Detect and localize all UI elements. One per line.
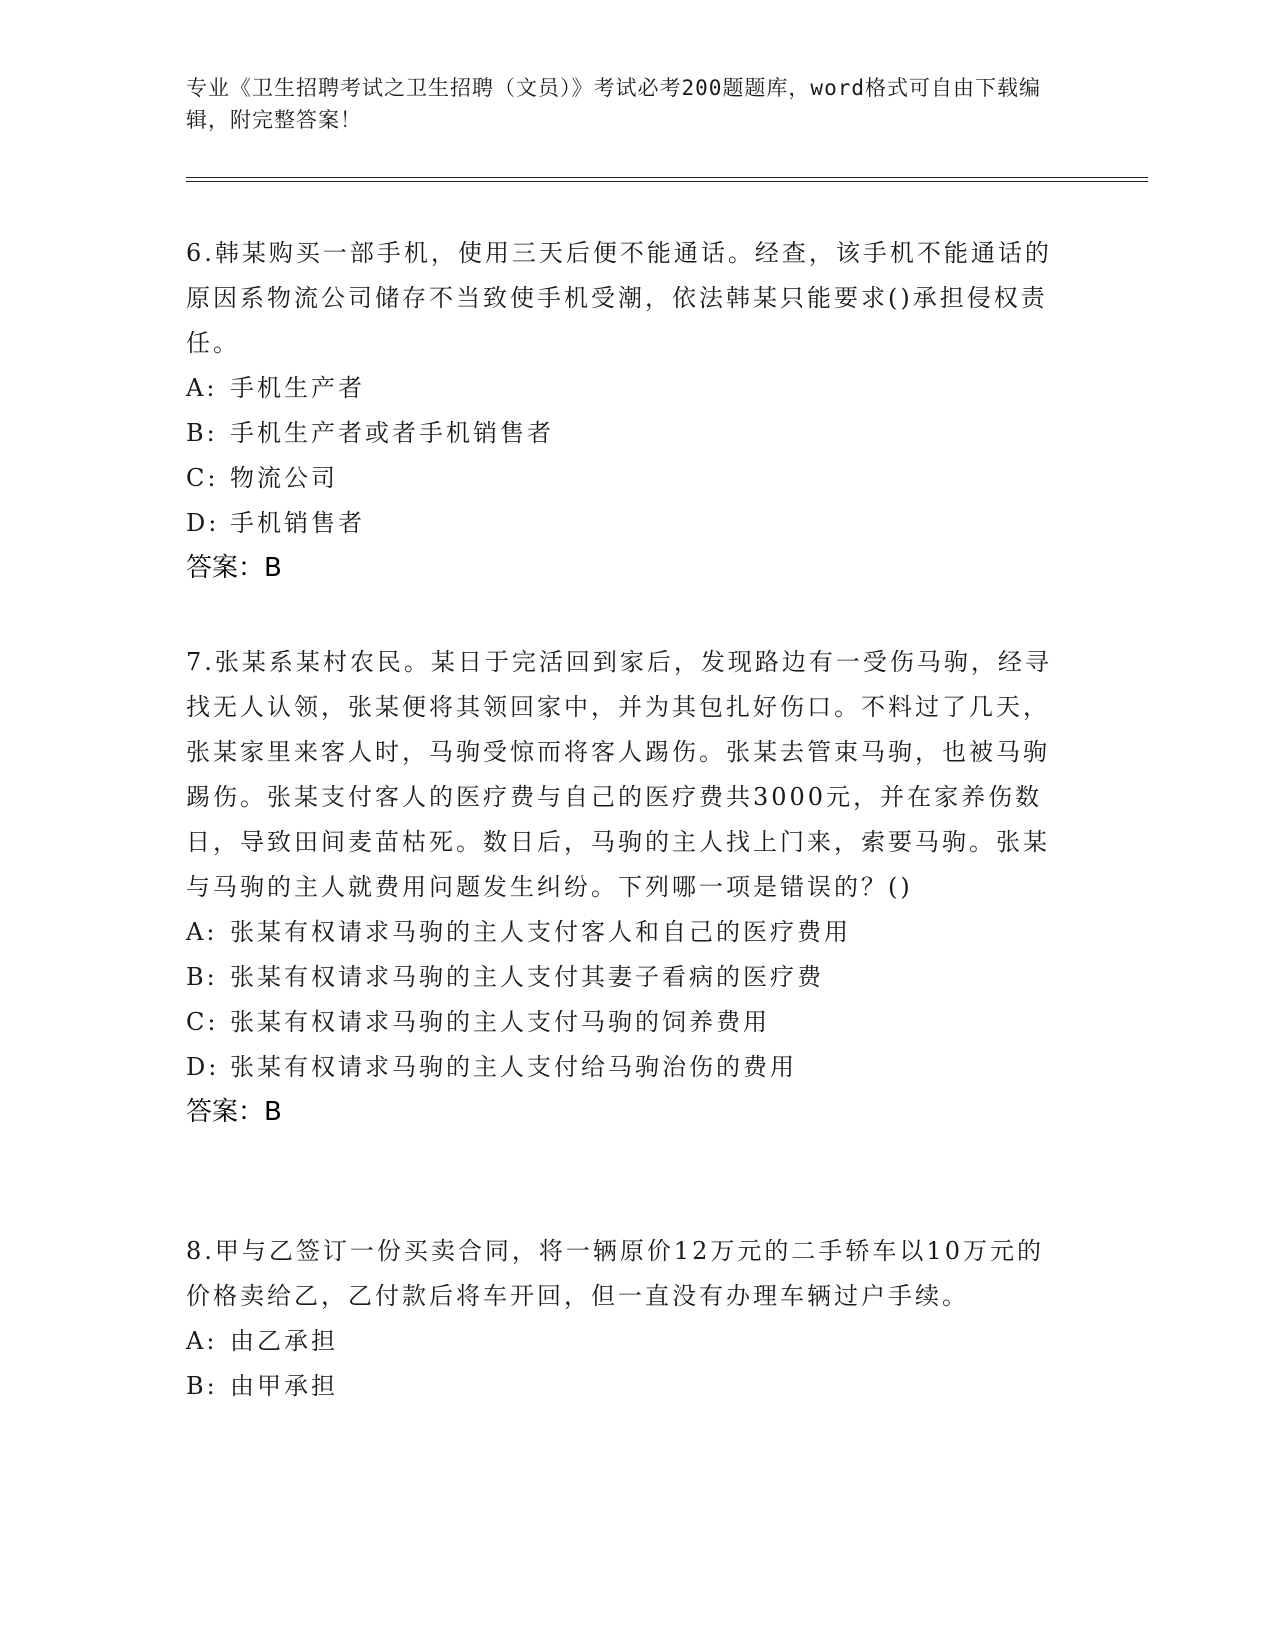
option-text: 张某有权请求马驹的主人支付给马驹治伤的费用: [230, 1053, 797, 1081]
option-key: B:: [186, 1372, 218, 1400]
question-8: [186, 1229, 1066, 1409]
option-text: 手机生产者: [230, 374, 365, 402]
document-header: 专业《卫生招聘考试之卫生招聘（文员）》考试必考200题题库，word格式可自由下载编辑，附完整答案！: [186, 76, 1041, 132]
option-d: [186, 501, 1066, 546]
option-a: [186, 910, 1066, 955]
answer-line: 答案：B: [186, 1097, 282, 1127]
option-key: D:: [186, 1053, 220, 1081]
question-stem: 6.韩某购买一部手机，使用三天后便不能通话。经查，该手机不能通话的原因系物流公司储存不当致使手机受潮，依法韩某只能要求()承担侵权责任。: [186, 239, 1052, 357]
option-b: [186, 1364, 1066, 1409]
option-b: [186, 411, 1066, 456]
option-text: 手机生产者或者手机销售者: [230, 419, 554, 447]
option-a: [186, 1319, 1066, 1364]
option-key: A:: [186, 1327, 218, 1355]
option-key: B:: [186, 419, 218, 447]
option-text: 物流公司: [230, 464, 338, 492]
header-divider-bottom: [186, 181, 1148, 182]
option-c: [186, 456, 1066, 501]
option-d: [186, 1045, 1066, 1090]
question-6: [186, 231, 1066, 591]
answer-line: 答案：B: [186, 553, 282, 583]
question-stem: 7.张某系某村农民。某日于完活回到家后，发现路边有一受伤马驹，经寻找无人认领，张某便将其领回家中，并为其包扎好伤口。不料过了几天，张某家里来客人时，马驹受惊而将客人踢伤。张某去管束马驹，也被马驹踢伤。张某支付客人的医疗费与自己的医疗费共3000元，并在家养伤数日，导致田间麦苗枯死。数日后，马驹的主人找上门来，索要马驹。张某与马驹的主人就费用问题发生纠纷。下列哪一项是错误的？(): [186, 648, 1052, 901]
option-key: C:: [186, 1008, 219, 1036]
option-text: 由甲承担: [230, 1372, 338, 1400]
option-text: 手机销售者: [230, 509, 365, 537]
option-key: C:: [186, 464, 219, 492]
option-c: [186, 1000, 1066, 1045]
header-divider-top: [186, 177, 1148, 178]
option-text: 张某有权请求马驹的主人支付客人和自己的医疗费用: [230, 918, 851, 946]
option-text: 由乙承担: [230, 1327, 338, 1355]
question-7: [186, 640, 1066, 1135]
option-key: D:: [186, 509, 220, 537]
option-key: A:: [186, 918, 218, 946]
option-key: A:: [186, 374, 218, 402]
option-a: [186, 366, 1066, 411]
question-stem: 8.甲与乙签订一份买卖合同，将一辆原价12万元的二手轿车以10万元的价格卖给乙，乙付款后将车开回，但一直没有办理车辆过户手续。: [186, 1237, 1044, 1310]
option-text: 张某有权请求马驹的主人支付马驹的饲养费用: [230, 1008, 770, 1036]
option-text: 张某有权请求马驹的主人支付其妻子看病的医疗费: [230, 963, 824, 991]
option-b: [186, 955, 1066, 1000]
option-key: B:: [186, 963, 218, 991]
